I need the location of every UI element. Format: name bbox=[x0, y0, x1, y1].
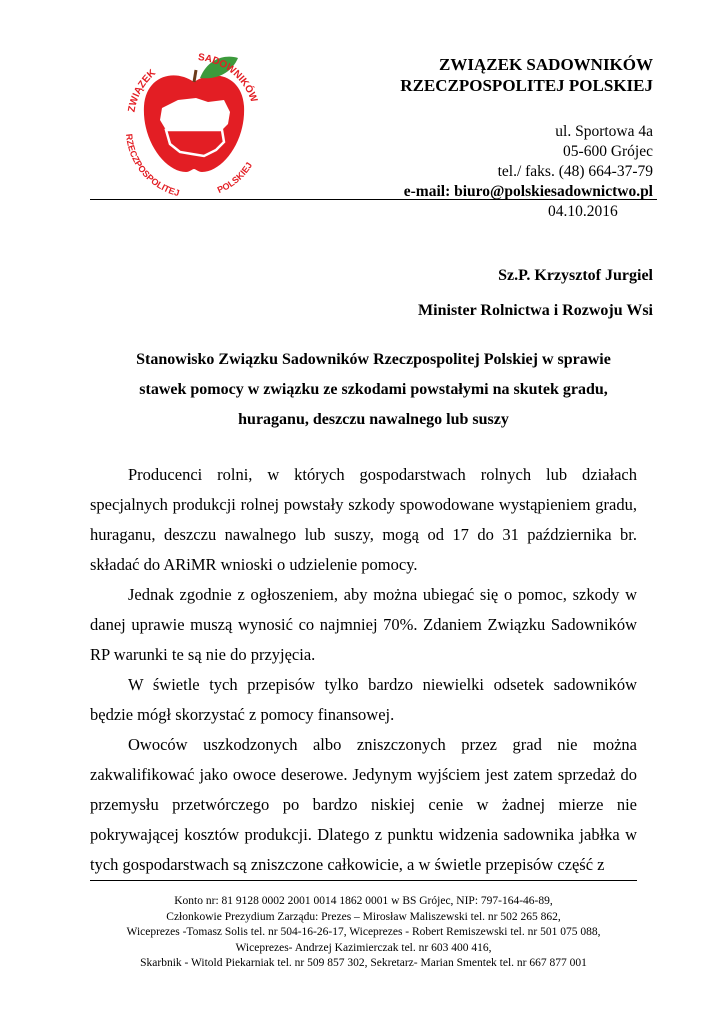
city: 05-600 Grójec bbox=[563, 143, 653, 160]
body-paragraph-1: Producenci rolni, w których gospodarstwach rolnych lub działach specjalnych produkcji rolnej powstały szkody spowodowane wystąpieniem gradu, huraganu, deszczu nawalnego lub suszy, mogą od 17 do 31 października br. składać do ARiMR wnioski o udzielenie pomocy. bbox=[90, 465, 637, 574]
letter-subject bbox=[90, 345, 657, 435]
header-divider bbox=[90, 199, 657, 200]
subject-line2: stawek pomocy w związku ze szkodami powstałymi na skutek gradu, bbox=[139, 381, 608, 398]
footer-divider bbox=[90, 880, 637, 881]
logo-arc-top-right: SADOWNIKÓW bbox=[197, 52, 260, 104]
org-name-line2: RZECZPOSPOLITEJ POLSKIEJ bbox=[400, 76, 653, 95]
address-block bbox=[404, 122, 653, 202]
logo-arc-bottom-right: POLSKIEJ bbox=[215, 160, 255, 196]
recipient-title: Minister Rolnictwa i Rozwoju Wsi bbox=[418, 302, 653, 319]
recipient-name: Sz.P. Krzysztof Jurgiel bbox=[498, 267, 653, 284]
letter-body bbox=[90, 460, 637, 880]
footer-line1: Konto nr: 81 9128 0002 2001 0014 1862 0001 w BS Grójec, NIP: 797-164-46-89, bbox=[174, 895, 553, 907]
organization-name bbox=[400, 54, 653, 96]
footer-line3: Wiceprezes -Tomasz Solis tel. nr 504-16-26-17, Wiceprezes - Robert Remiszewski tel. nr 501 075 088, bbox=[126, 926, 601, 938]
recipient-block bbox=[418, 258, 653, 328]
letter-date: 04.10.2016 bbox=[548, 203, 618, 220]
subject-line3: huraganu, deszczu nawalnego lub suszy bbox=[238, 411, 509, 428]
phone: tel./ faks. (48) 664-37-79 bbox=[497, 163, 653, 180]
org-name-line1: ZWIĄZEK SADOWNIKÓW bbox=[439, 55, 653, 74]
svg-text:POLSKIEJ bbox=[216, 160, 254, 195]
email: e-mail: biuro@polskiesadownictwo.pl bbox=[403, 183, 653, 200]
subject-line1: Stanowisko Związku Sadowników Rzeczpospolitej Polskiej w sprawie bbox=[136, 351, 611, 368]
logo-arc-bottom-left: RZECZPOSPOLITEJ bbox=[124, 133, 181, 199]
footer-line5: Skarbnik - Witold Piekarniak tel. nr 509 857 302, Sekretarz- Marian Smentek tel. nr 667 877 001 bbox=[140, 957, 587, 969]
footer-line4: Wiceprezes- Andrzej Kazimierczak tel. nr 603 400 416, bbox=[235, 941, 492, 954]
body-paragraph-4: Owoców uszkodzonych albo zniszczonych przez grad nie można zakwalifikować jako owoce deserowe. Jedynym wyjściem jest zatem sprzedaż do przemysłu przetwórczego po bardzo niskiej cenie w żadnej mierze nie pokrywającej kosztów produkcji. Dlatego z punktu widzenia sadownika jabłka w tych gospodarstwach są zniszczone całkowicie, a w świetle przepisów część z bbox=[90, 735, 637, 874]
footer-line2: Członkowie Prezydium Zarządu: Prezes – Mirosław Maliszewski tel. nr 502 265 862, bbox=[166, 910, 561, 923]
footer bbox=[90, 894, 637, 972]
logo-arc-top-left: ZWIĄZEK bbox=[126, 67, 159, 114]
union-logo bbox=[104, 50, 284, 200]
street: ul. Sportowa 4a bbox=[555, 123, 653, 140]
body-paragraph-2: Jednak zgodnie z ogłoszeniem, aby można ubiegać się o pomoc, szkody w danej uprawie muszą wynosić co najmniej 70%. Zdaniem Związku Sadowników RP warunki te są nie do przyjęcia. bbox=[90, 585, 637, 664]
body-paragraph-3: W świetle tych przepisów tylko bardzo niewielki odsetek sadowników będzie mógł skorzystać z pomocy finansowej. bbox=[90, 675, 637, 724]
